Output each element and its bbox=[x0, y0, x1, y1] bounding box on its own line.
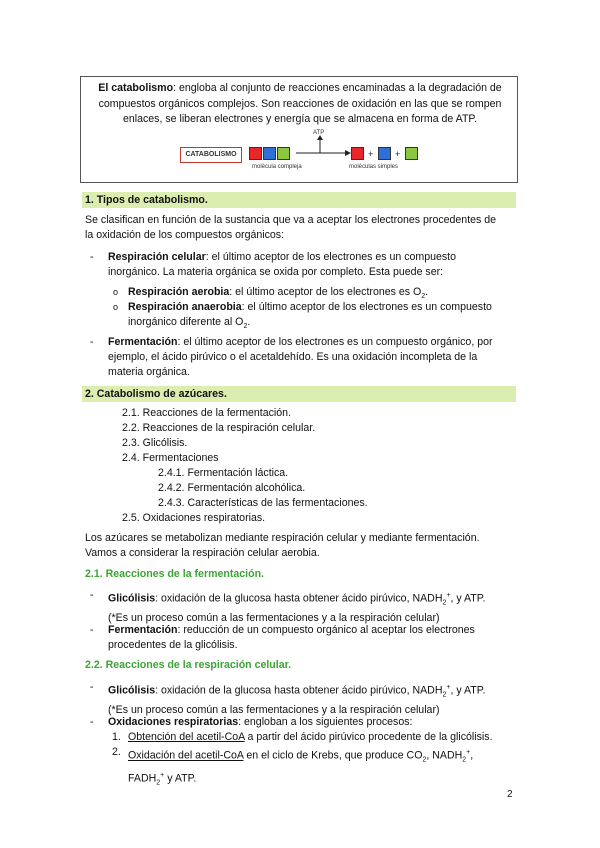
respiracion-celular-item: Respiración celular: el último aceptor de los electrones es un compuesto inorgánico. La materia orgánica se oxida por completo. Esta puede ser: bbox=[108, 251, 457, 278]
red-square-simple bbox=[351, 147, 364, 160]
section-1-intro: Se clasifican en función de la sustancia que va a aceptar los electrones procedentes de la oxidación de los compuestos orgánicos: bbox=[85, 214, 497, 241]
toc-subitem: 2.4.3. Características de las fermentaciones. bbox=[158, 497, 368, 509]
simple-molecules-caption: moléculas simples bbox=[349, 164, 399, 170]
complex-molecule-caption: molécula compleja bbox=[252, 164, 302, 170]
red-square bbox=[249, 147, 262, 160]
oxidaciones-item: Oxidaciones respiratorias: engloban a los siguientes procesos: bbox=[108, 716, 413, 728]
toc-item: 2.5. Oxidaciones respiratorias. bbox=[122, 512, 266, 524]
definition-box bbox=[80, 76, 518, 183]
dash-bullet: - bbox=[90, 251, 94, 263]
respiracion-aerobia-item: Respiración aerobia: el último aceptor de los electrones es $O_2$. bbox=[128, 286, 429, 301]
dash-bullet: - bbox=[90, 681, 94, 693]
dash-bullet: - bbox=[90, 624, 94, 636]
toc-item: 2.1. Reacciones de la fermentación. bbox=[122, 407, 292, 419]
circle-bullet: o bbox=[113, 302, 119, 312]
definition-text: El catabolismo: engloba al conjunto de reacciones encaminadas a la degradación de compuestos orgánicos complejos. Son reacciones de oxidación en las que se rompen enlaces, se liberan electrones y energía que se almacena en forma de ATP. bbox=[98, 82, 502, 125]
catabolism-label: CATABOLISMO bbox=[180, 147, 242, 163]
subsection-2-2-header: 2.2. Reacciones de la respiración celular. bbox=[85, 659, 292, 671]
fermentacion-item: Fermentación: el último aceptor de los electrones es un compuesto orgánico, por ejemplo, el ácido pirúvico o el acetaldehído. Es una oxidación incompleta de la materia orgánica. bbox=[108, 336, 493, 378]
acetil-coa-item: Obtención del acetil-CoA a partir del ácido pirúvico procedente de la glicólisis. bbox=[128, 731, 493, 743]
atp-label: ATP bbox=[313, 130, 325, 136]
page-number: 2 bbox=[507, 789, 513, 800]
plus-sign: + bbox=[395, 149, 401, 159]
dash-bullet: - bbox=[90, 589, 94, 601]
toc-item: 2.2. Reacciones de la respiración celular. bbox=[122, 422, 316, 434]
catabolism-term: El catabolismo bbox=[98, 82, 174, 94]
section-1-header: 1. Tipos de catabolismo. bbox=[82, 192, 516, 208]
plus-sign: + bbox=[368, 149, 374, 159]
respiracion-anaerobia-item: Respiración anaerobia: el último aceptor de los electrones es un compuesto inorgánico diferente al $O_2$. bbox=[128, 301, 492, 331]
blue-square-simple bbox=[378, 147, 391, 160]
green-square-simple bbox=[405, 147, 418, 160]
list-number: 1. bbox=[112, 731, 121, 743]
glicolisis-item-2: Glicólisis: oxidación de la glucosa hasta obtener ácido pirúvico, $NADH_2^+$, y ATP. (*Es un proceso común a las fermentaciones y a la respiración celular) bbox=[108, 684, 486, 716]
dash-bullet: - bbox=[90, 336, 94, 348]
section-2-header: 2. Catabolismo de azúcares. bbox=[82, 386, 516, 402]
circle-bullet: o bbox=[113, 287, 119, 297]
dash-bullet: - bbox=[90, 716, 94, 728]
fermentacion-item-2: Fermentación: reducción de un compuesto orgánico al aceptar los electrones procedentes de la glicólisis. bbox=[108, 624, 475, 651]
toc-subitem: 2.4.1. Fermentación láctica. bbox=[158, 467, 289, 479]
glicolisis-item-1: Glicólisis: oxidación de la glucosa hasta obtener ácido pirúvico, $NADH_2^+$, y ATP. (*Es un proceso común a las fermentaciones y a la respiración celular) bbox=[108, 592, 486, 624]
list-number: 2. bbox=[112, 746, 121, 758]
subsection-2-1-header: 2.1. Reacciones de la fermentación. bbox=[85, 568, 264, 580]
green-square bbox=[277, 147, 290, 160]
toc-item: 2.3. Glicólisis. bbox=[122, 437, 188, 449]
blue-square bbox=[263, 147, 276, 160]
catabolism-diagram bbox=[81, 130, 519, 183]
section-2-intro: Los azúcares se metabolizan mediante respiración celular y mediante fermentación. Vamos a considerar la respiración celular aerobia. bbox=[85, 532, 480, 559]
reaction-arrow-icon bbox=[293, 133, 353, 163]
toc-subitem: 2.4.2. Fermentación alcohólica. bbox=[158, 482, 306, 494]
krebs-item: Oxidación del acetil-CoA en el ciclo de Krebs, que produce $CO_2$, $NADH_2^+$, $FADH_2^+$ y ATP. bbox=[128, 749, 474, 787]
toc-item: 2.4. Fermentaciones bbox=[122, 452, 219, 464]
